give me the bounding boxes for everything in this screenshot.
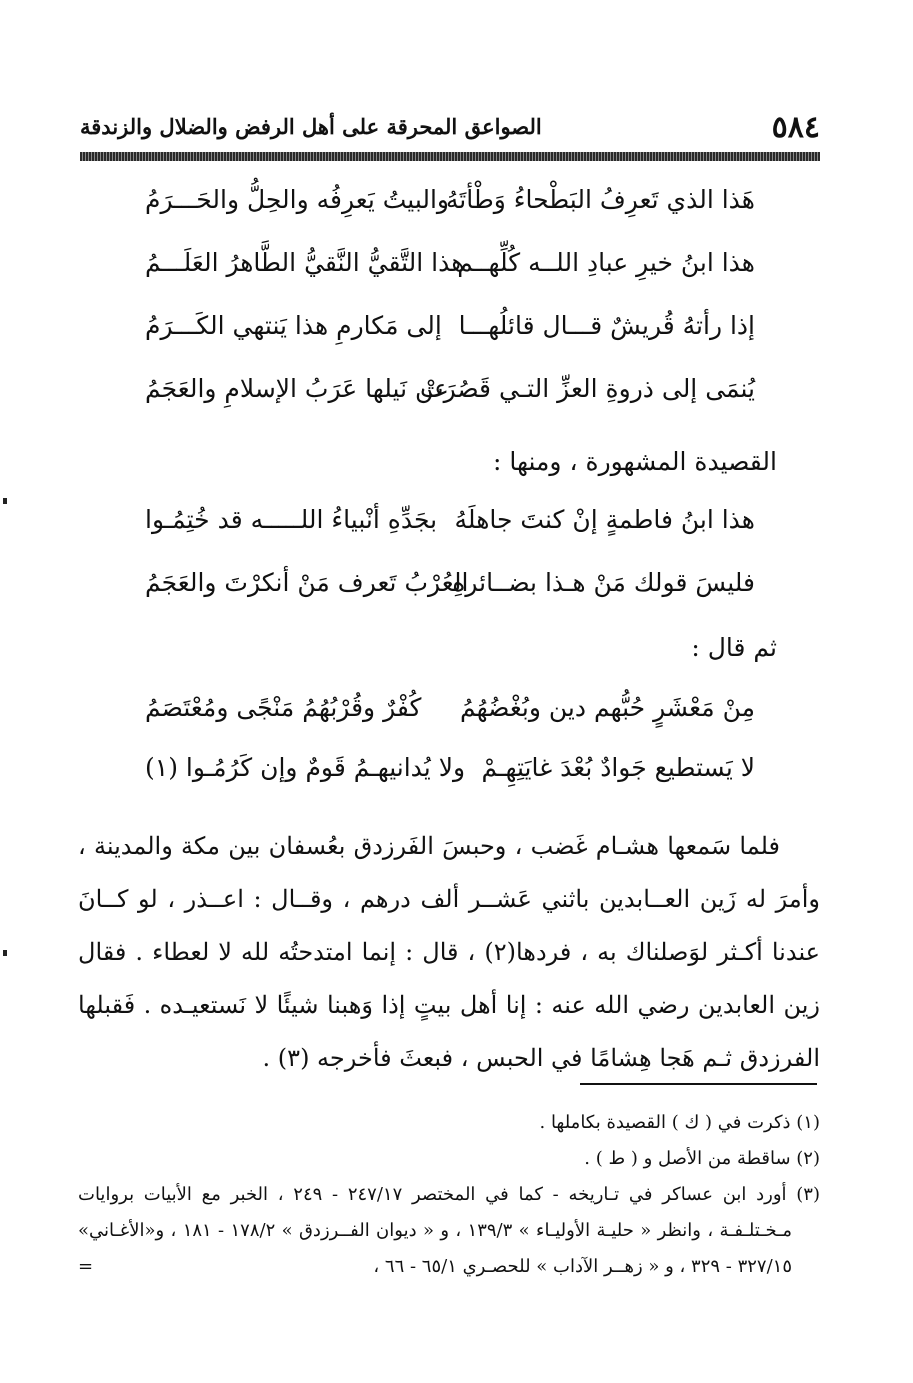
hemistich-first: مِنْ مَعْشَرٍ حُبُّهم دين وبُغْضُهُمُ	[460, 693, 755, 722]
verse	[145, 753, 755, 793]
continuation-mark: =	[78, 1256, 94, 1277]
intro-line: ثم قال :	[691, 633, 777, 662]
verse	[145, 311, 755, 351]
hemistich-first: فليسَ قولك مَنْ هـذا بضــائرهِ	[452, 568, 755, 597]
verse	[145, 505, 755, 545]
margin-mark	[3, 950, 7, 956]
footnote-3: (٣) أورد ابن عساكر في تـاريخه - كما في المختصر ٢٤٧/١٧ - ٢٤٩ ، الخبر مع الأبيات بروايات مـخـتلـفـة ، وانظر « حليـة الأوليـاء » ١٣٩/٣ ، و « ديوان الفــرزدق » ١٧٨/٢ - ١٨١ ، و«الأغـاني» ٣٢٧/١٥ - ٣٢٩ ، و « زهــر الآداب » للحصـري ٦٥/١ - ٦٦ ،	[78, 1184, 820, 1277]
verse	[145, 248, 755, 288]
footnote-1: (١) ذكرت في ( ك ) القصيدة بكاملها .	[539, 1112, 820, 1133]
verse	[145, 693, 755, 733]
hemistich-first: هذا ابنُ خيرِ عبادِ اللــه كُلِّهــم	[457, 248, 755, 277]
hemistich-first: يُنمَى إلى ذروةِ العزِّ التـي قَصُرَتْ	[420, 374, 755, 403]
verse	[145, 185, 755, 225]
hemistich-second: بجَدِّهِ أنْبياءُ اللـــــه قد خُتِمُـوا	[145, 505, 438, 534]
intro-line: القصيدة المشهورة ، ومنها :	[492, 447, 777, 476]
hemistich-first: لا يَستطيع جَوادٌ بُعْدَ غايَتِهِـمْ	[481, 753, 755, 782]
hemistich-second: إلى مَكارمِ هذا يَنتهي الكَـــرَمُ	[145, 311, 442, 340]
verse	[145, 374, 755, 414]
hemistich-second: العُرْبُ تَعرف مَنْ أنكرْتَ والعَجَمُ	[145, 568, 469, 597]
margin-mark	[3, 498, 7, 504]
hemistich-first: هَذا الذي تَعرِفُ البَطْحاءُ وَطْأتَهُ	[445, 185, 755, 214]
book-title: الصواعق المحرقة على أهل الرفض والضلال والزندقة	[80, 114, 542, 139]
verse	[145, 568, 755, 608]
header-rule	[80, 152, 820, 161]
running-header	[80, 100, 820, 144]
footnote-2: (٢) ساقطة من الأصل و ( ط ) .	[584, 1148, 820, 1169]
hemistich-first: هذا ابنُ فاطمةٍ إنْ كنتَ جاهلَهُ	[454, 505, 755, 534]
poem-block-2	[145, 505, 755, 615]
hemistich-first: إذا رأتهُ قُريشٌ قـــال قائلُهـــا	[458, 311, 755, 340]
hemistich-second: كُفْرٌ وقُرْبُهُمُ مَنْجًى ومُعْتَصَمُ	[145, 693, 422, 722]
hemistich-second: عن نَيلها عَرَبُ الإسلامِ والعَجَمُ	[145, 374, 449, 403]
page-number: ٥٨٤	[771, 110, 820, 145]
hemistich-second: هذا التَّقيُّ النَّقيُّ الطَّاهرُ العَلَـــمُ	[145, 248, 465, 277]
poem-block-1	[145, 185, 755, 425]
footnotes	[78, 1105, 820, 1285]
footnote-rule	[580, 1083, 817, 1085]
hemistich-second: ولا يُدانيهـمُ قَومٌ وإن كَرُمُـوا (١)	[145, 753, 466, 782]
paragraph-text: فلما سَمعها هشـام غَضب ، وحبسَ الفَرزدق بعُسفان بين مكة والمدينة ، وأمرَ له زَين العــابدين باثني عَشــر ألف درهم ، وقــال : اعــذر ، لو كــانَ عندنا أكـثر لوَصلناك به ، فردها(٢) ، قال : إنما امتدحتُه لله لا لعطاء . فقال زين العابدين رضي الله عنه : إنا أهل بيتٍ إذا وَهبنا شيئًا لا نَستعيـده . فَقبلها الفرزدق ثـم هَجا هِشامًا في الحبس ، فبعثَ فأخرجه (٣) .	[78, 832, 821, 1072]
hemistich-second: والبيتُ يَعرِفُه والحِلُّ والحَـــرَمُ	[145, 185, 450, 214]
prose-paragraph	[78, 820, 820, 1085]
poem-block-3	[145, 693, 755, 803]
